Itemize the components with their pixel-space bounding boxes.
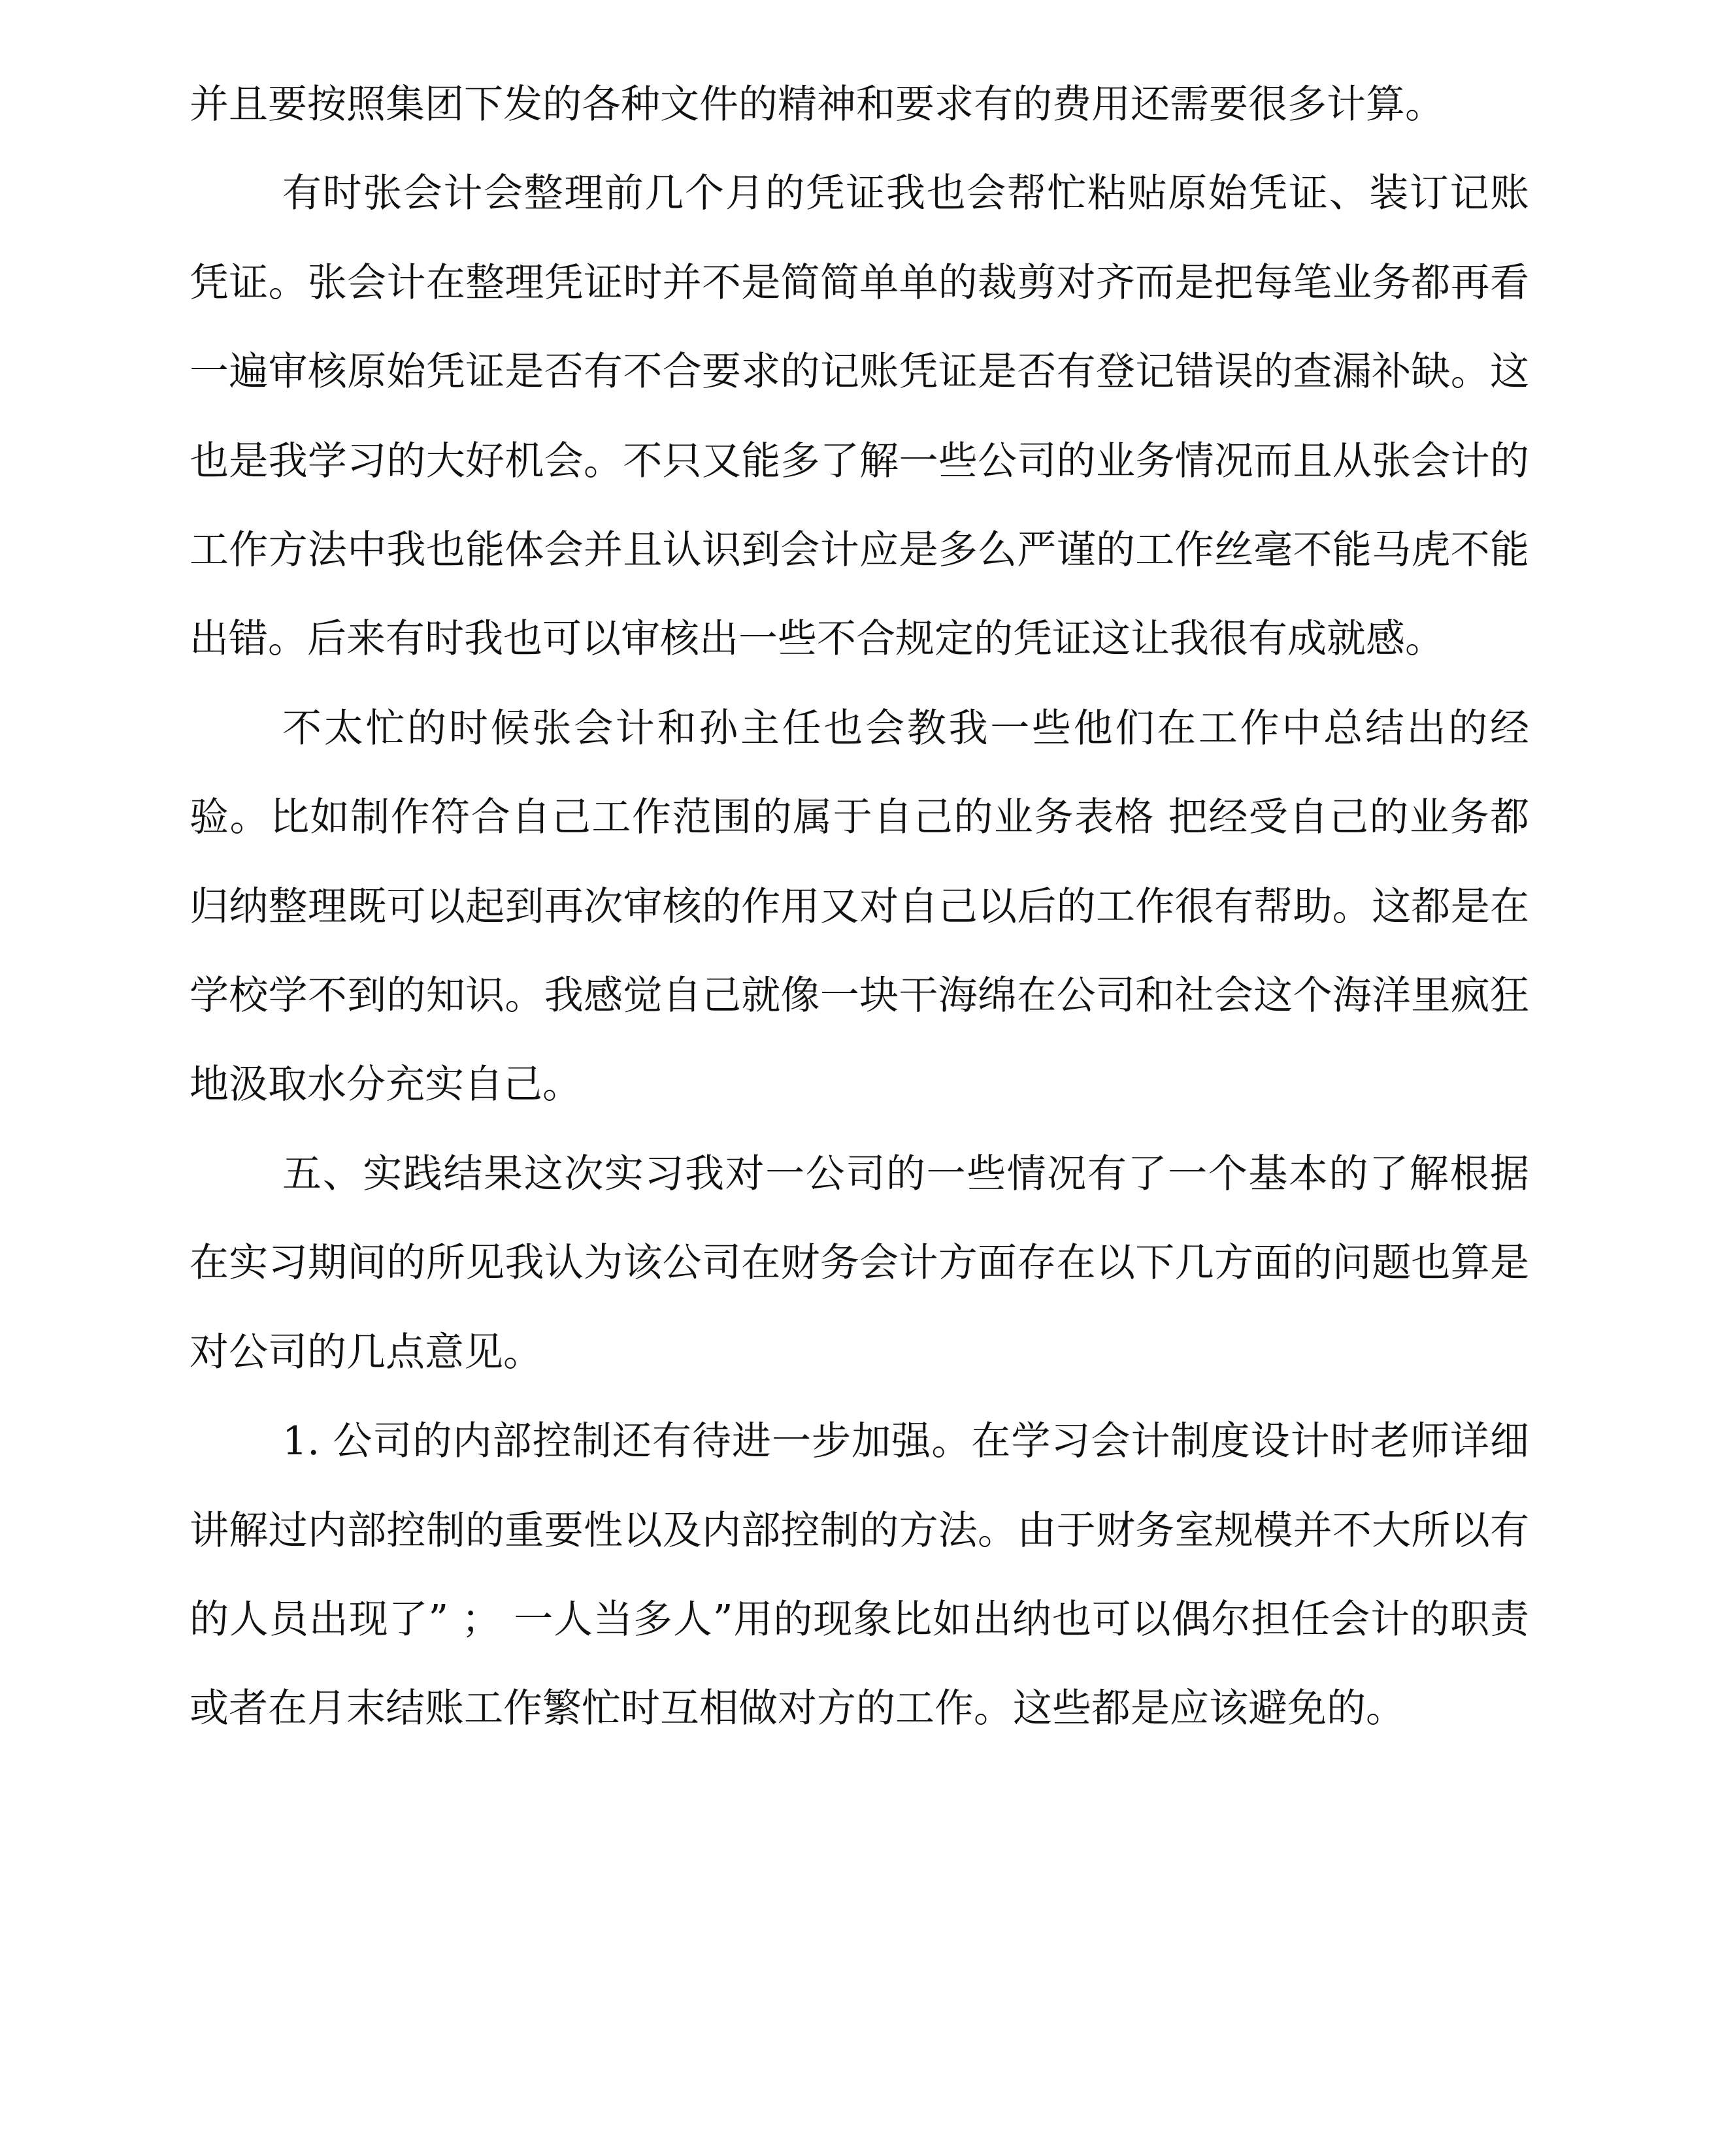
paragraph-practice-results: 五、实践结果这次实习我对一公司的一些情况有了一个基本的了解根据在实习期间的所见我认为该公司在财务会计方面存在以下几方面的问题也算是对公司的几点意见。 <box>190 1151 1529 1375</box>
paragraph-work-experience: 不太忙的时候张会计和孙主任也会教我一些他们在工作中总结出的经验。比如制作符合自己工作范围的属于自己的业务表格 把经受自己的业务都归纳整理既可以起到再次审核的作用又对自己以后的工作很有帮助。这都是在学校学不到的知识。我感觉自己就像一块干海绵在公司和社会这个海洋里疯狂地汲取水分充实自己。 <box>190 705 1529 1108</box>
document-body <box>190 60 1529 1754</box>
paragraph-continuation: 并且要按照集团下发的各种文件的精神和要求有的费用还需要很多计算。 <box>190 82 1444 127</box>
paragraph-voucher-organizing: 有时张会计会整理前几个月的凭证我也会帮忙粘贴原始凭证、装订记账凭证。张会计在整理凭证时并不是简简单单的裁剪对齐而是把每笔业务都再看一遍审核原始凭证是否有不合要求的记账凭证是否有登记错误的查漏补缺。这也是我学习的大好机会。不只又能多了解一些公司的业务情况而且从张会计的工作方法中我也能体会并且认识到会计应是多么严谨的工作丝毫不能马虎不能出错。后来有时我也可以审核出一些不合规定的凭证这让我很有成就感。 <box>190 171 1529 662</box>
paragraph-internal-control: 1. 公司的内部控制还有待进一步加强。在学习会计制度设计时老师详细讲解过内部控制的重要性以及内部控制的方法。由于财务室规模并不大所以有的人员出现了” ； 一人当多人”用的现象比如出纳也可以偶尔担任会计的职责或者在月末结账工作繁忙时互相做对方的工作。这些都是应该避免的。 <box>190 1418 1529 1732</box>
